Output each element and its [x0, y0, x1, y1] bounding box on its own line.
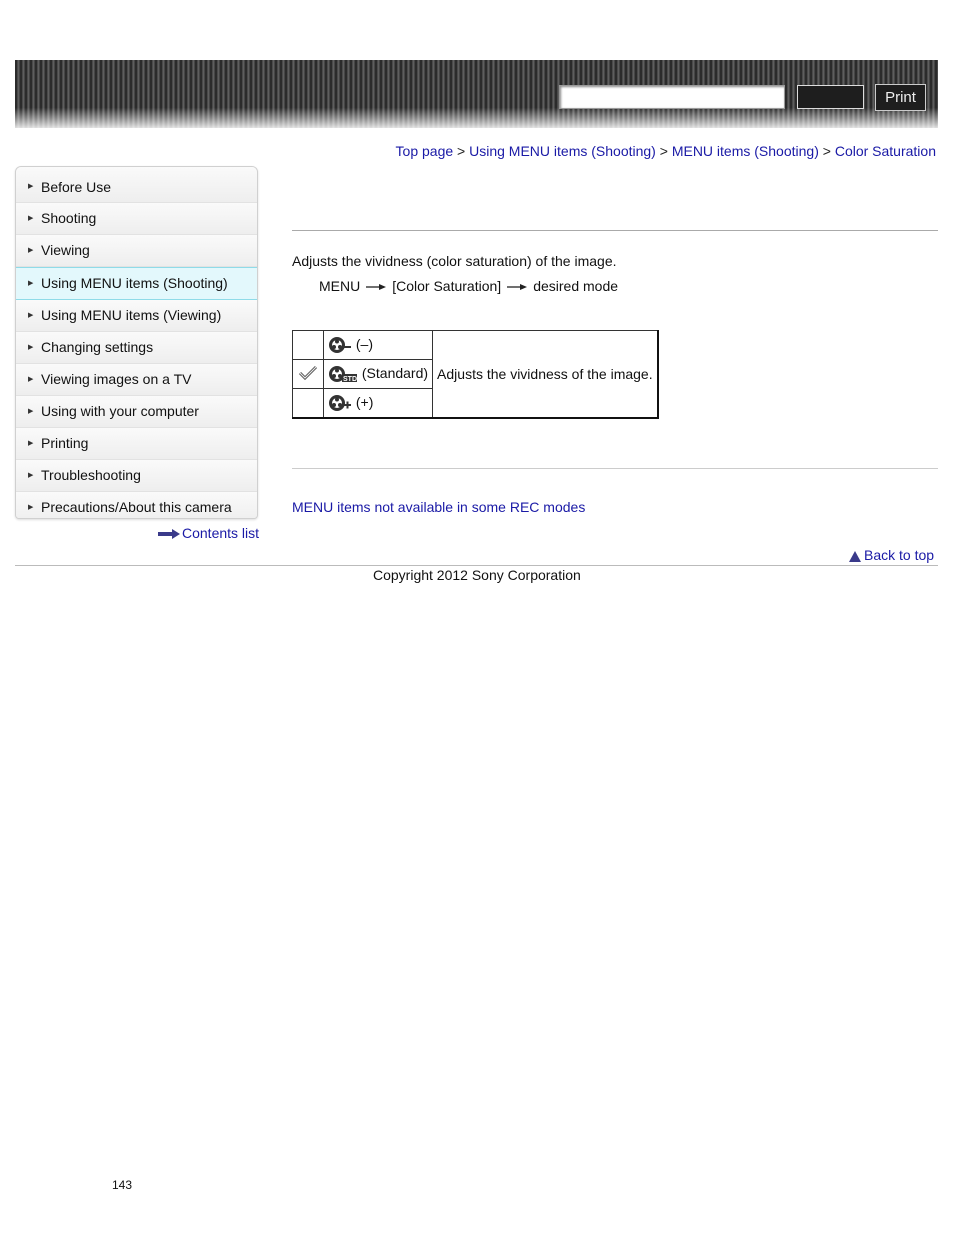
- sidebar-item-using-menu-shooting[interactable]: [15, 267, 258, 300]
- triangle-right-icon: ▶: [28, 344, 34, 351]
- sidebar-item-troubleshooting[interactable]: [16, 460, 257, 492]
- saturation-standard-icon: [328, 365, 358, 383]
- check-cell: [293, 360, 324, 389]
- sidebar-item-label: Using MENU items (Viewing): [41, 307, 222, 323]
- table-row: [293, 331, 658, 360]
- sidebar-item-label: Viewing: [41, 242, 90, 258]
- sidebar-item-label: Viewing images on a TV: [41, 371, 192, 387]
- sidebar-item-label: Troubleshooting: [41, 467, 141, 483]
- contents-list-label: Contents list: [182, 525, 260, 541]
- breadcrumb-using-menu-shooting[interactable]: Using MENU items (Shooting): [469, 143, 656, 159]
- section-divider: [292, 468, 938, 469]
- triangle-right-icon: ▶: [28, 472, 34, 479]
- copyright-text: Copyright 2012 Sony Corporation: [373, 567, 581, 583]
- menu-path-mode: desired mode: [533, 278, 619, 294]
- triangle-right-icon: ▶: [28, 408, 34, 415]
- breadcrumb-separator: >: [659, 143, 668, 159]
- sidebar-item-label: Shooting: [41, 210, 97, 226]
- saturation-minus-icon: [328, 336, 352, 354]
- option-label: (–): [355, 335, 374, 352]
- arrow-right-icon: [366, 283, 386, 291]
- option-cell: [324, 331, 433, 360]
- sidebar-item-label: Printing: [41, 435, 89, 451]
- triangle-right-icon: ▶: [28, 504, 34, 511]
- title-divider: [292, 230, 938, 231]
- saturation-settings-table: [292, 330, 659, 419]
- menu-path: [319, 278, 618, 294]
- sidebar-item-shooting[interactable]: [16, 203, 257, 235]
- triangle-right-icon: ▶: [28, 312, 34, 319]
- contents-list-link[interactable]: [158, 525, 259, 541]
- check-cell: [293, 331, 324, 360]
- triangle-right-icon: ▶: [28, 183, 34, 190]
- breadcrumb-menu-items-shooting[interactable]: MENU items (Shooting): [671, 143, 819, 159]
- breadcrumb: [396, 143, 936, 159]
- option-cell: [324, 389, 433, 419]
- related-link-rec-modes[interactable]: MENU items not available in some REC modes: [292, 499, 586, 515]
- sidebar-item-before-use[interactable]: [16, 167, 257, 203]
- triangle-right-icon: ▶: [28, 247, 34, 254]
- breadcrumb-separator: >: [822, 143, 831, 159]
- back-to-top-label: Back to top: [864, 547, 935, 563]
- sidebar-nav: [15, 166, 258, 519]
- sidebar-item-viewing[interactable]: [16, 235, 257, 267]
- sidebar-item-label: Using MENU items (Shooting): [41, 275, 228, 291]
- sidebar-item-using-menu-viewing[interactable]: [16, 300, 257, 332]
- sidebar-item-using-with-computer[interactable]: [16, 396, 257, 428]
- footer-divider: [15, 565, 938, 566]
- breadcrumb-current-color-saturation[interactable]: Color Saturation: [834, 143, 936, 159]
- triangle-right-icon: ▶: [28, 215, 34, 222]
- sidebar-item-viewing-on-tv[interactable]: [16, 364, 257, 396]
- arrow-right-icon: [507, 283, 527, 291]
- sidebar-item-label: Before Use: [41, 179, 112, 195]
- triangle-up-icon: [849, 551, 861, 562]
- breadcrumb-top-page[interactable]: Top page: [395, 143, 454, 159]
- triangle-right-icon: ▶: [28, 376, 34, 383]
- option-cell: [324, 360, 433, 389]
- sidebar-item-precautions[interactable]: [16, 492, 257, 519]
- sidebar-item-label: Precautions/About this camera: [41, 499, 232, 515]
- triangle-right-icon: ▶: [28, 440, 34, 447]
- sidebar-item-label: Using with your computer: [41, 403, 199, 419]
- check-cell: [293, 389, 324, 419]
- page-number: 143: [112, 1178, 133, 1192]
- arrow-right-icon: [158, 529, 180, 539]
- saturation-plus-icon: [328, 394, 352, 412]
- triangle-right-icon: ▶: [28, 280, 34, 287]
- sidebar-item-printing[interactable]: [16, 428, 257, 460]
- sidebar-item-label: Changing settings: [41, 339, 154, 355]
- option-label: (Standard): [361, 364, 429, 381]
- option-label: (+): [355, 393, 374, 410]
- menu-path-item: [Color Saturation]: [392, 278, 502, 294]
- search-input[interactable]: [559, 85, 785, 109]
- print-button[interactable]: Print: [875, 84, 926, 111]
- intro-text: Adjusts the vividness (color saturation) of the image.: [292, 253, 617, 269]
- description-cell: Adjusts the vividness of the image.: [433, 331, 658, 419]
- search-button[interactable]: [797, 85, 864, 109]
- breadcrumb-separator: >: [457, 143, 466, 159]
- menu-path-menu: MENU: [319, 278, 361, 294]
- back-to-top-link[interactable]: [849, 547, 934, 563]
- checkmark-icon: [298, 365, 318, 381]
- sidebar-item-changing-settings[interactable]: [16, 332, 257, 364]
- svg-text:STD: STD: [343, 376, 357, 384]
